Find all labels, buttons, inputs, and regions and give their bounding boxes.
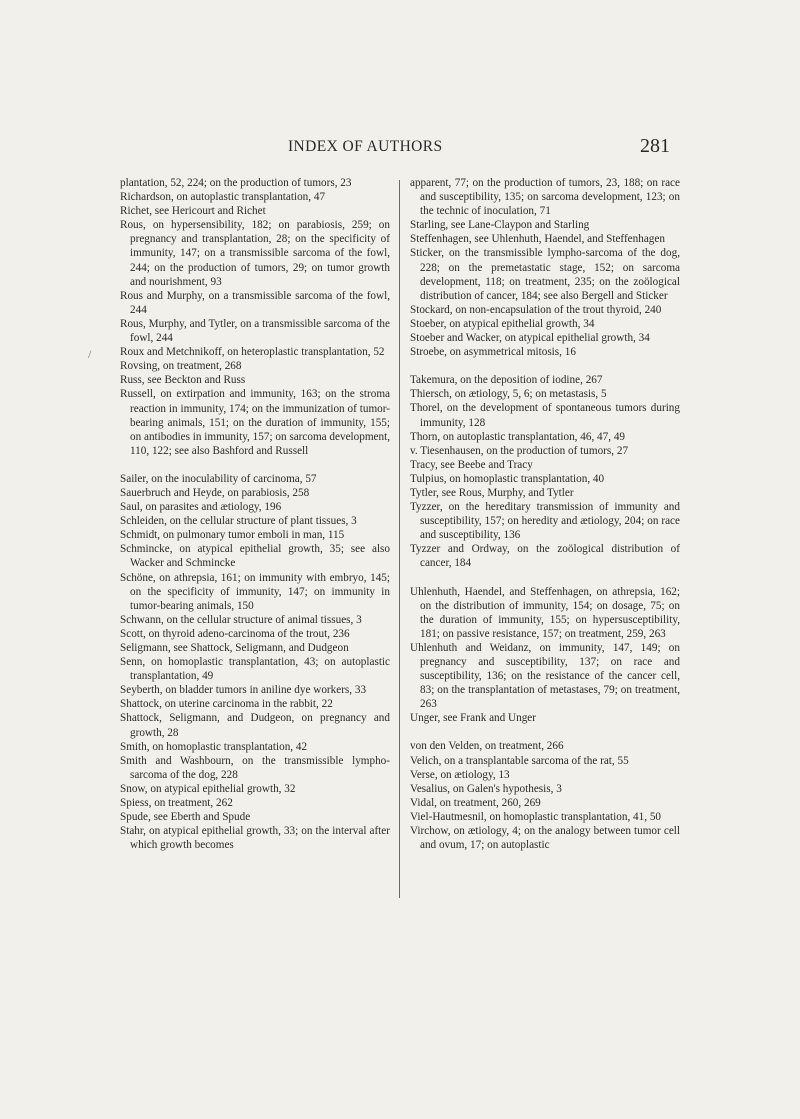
index-entry: Russell, on extirpation and immunity, 163; on the stroma reaction in immunity, 174; on the immunization of tumor-bearing animals, 151; on the duration of immunity, 155; on antibodies in immunity, 157; on sarcoma development, 110, 122; see also Bashford and Russell <box>120 388 390 457</box>
index-column-left <box>120 176 390 852</box>
column-divider <box>399 180 400 898</box>
index-entry: Virchow, on ætiology, 4; on the analogy between tumor cell and ovum, 17; on autoplastic <box>410 825 680 852</box>
index-entry: Starling, see Lane-Claypon and Starling <box>410 219 590 232</box>
index-entry: Smith and Washbourn, on the transmissible lympho-sarcoma of the dog, 228 <box>120 754 390 781</box>
index-entry: Schleiden, on the cellular structure of plant tissues, 3 <box>120 515 357 528</box>
index-entry: Sauerbruch and Heyde, on parabiosis, 258 <box>120 486 310 499</box>
index-entry: Sticker, on the transmissible lympho-sarcoma of the dog, 228; on the premetastatic stage, 152; on sarcoma development, 118; on treatment, 235; on the zoölogical distribution of cancer, 184; see also Bergell and Sticker <box>410 247 680 302</box>
index-entry: Senn, on homoplastic transplantation, 43; on autoplastic transplantation, 49 <box>120 656 390 683</box>
index-entry: Velich, on a transplantable sarcoma of the rat, 55 <box>410 754 629 767</box>
index-entry: Verse, on ætiology, 13 <box>410 768 510 781</box>
index-entry: Russ, see Beckton and Russ <box>120 374 246 387</box>
index-entry: apparent, 77; on the production of tumors, 23, 188; on race and susceptibility, 135; on sarcoma development, 123; on the technic of inoculation, 71 <box>410 177 680 218</box>
index-entry: Unger, see Frank and Unger <box>410 712 536 725</box>
index-entry: Tyzzer, on the hereditary transmission of immunity and susceptibility, 157; on heredity and ætiology, 204; on race and susceptibility, 136 <box>410 501 680 542</box>
index-column-right <box>410 176 680 852</box>
index-entry: Vesalius, on Galen's hypothesis, 3 <box>410 782 562 795</box>
index-entry: Rous, Murphy, and Tytler, on a transmissible sarcoma of the fowl, 244 <box>120 317 390 345</box>
index-entry: Tyzzer and Ordway, on the zoölogical distribution of cancer, 184 <box>410 543 680 570</box>
index-entry: Thorel, on the development of spontaneous tumors during immunity, 128 <box>410 402 680 429</box>
index-entry: Uhlenhuth and Weidanz, on immunity, 147, 149; on pregnancy and susceptibility, 137; on race and susceptibility, 136; on the resistance of the cancer cell, 83; on the transplantation of metastases, 79; on treatment, 263 <box>410 641 680 711</box>
index-entry: Stoeber, on atypical epithelial growth, 34 <box>410 317 595 330</box>
index-entry: Snow, on atypical epithelial growth, 32 <box>120 782 296 795</box>
index-entry: Schmincke, on atypical epithelial growth, 35; see also Wacker and Schmincke <box>120 543 390 570</box>
index-entry: Vidal, on treatment, 260, 269 <box>410 796 541 809</box>
index-entry: Sailer, on the inoculability of carcinoma, 57 <box>120 472 317 485</box>
index-entry: Rous, on hypersensibility, 182; on parabiosis, 259; on pregnancy and transplantation, 28; on the specificity of immunity, 147; on a transmissible sarcoma of the fowl, 244; on the production of tumors, 29; on tumor growth and nourishment, 93 <box>120 219 390 288</box>
index-entry: Stahr, on atypical epithelial growth, 33; on the interval after which growth becomes <box>120 825 390 852</box>
page-number: 281 <box>640 135 670 157</box>
index-entry: Rous and Murphy, on a transmissible sarcoma of the fowl, 244 <box>120 289 390 316</box>
index-entry: Roux and Metchnikoff, on heteroplastic transplantation, 52 <box>120 346 385 359</box>
index-entry: Seligmann, see Shattock, Seligmann, and Dudgeon <box>120 642 349 654</box>
index-entry: Schwann, on the cellular structure of animal tissues, 3 <box>120 613 362 626</box>
index-entry: Saul, on parasites and ætiology, 196 <box>120 501 282 514</box>
index-entry: Tytler, see Rous, Murphy, and Tytler <box>410 486 574 499</box>
index-entry: Tracy, see Beebe and Tracy <box>410 458 533 471</box>
index-entry: Steffenhagen, see Uhlenhuth, Haendel, and Steffenhagen <box>410 233 665 246</box>
index-entry: Spude, see Eberth and Spude <box>120 811 251 824</box>
index-entry: Takemura, on the deposition of iodine, 267 <box>410 374 603 387</box>
index-entry: Scott, on thyroid adeno-carcinoma of the trout, 236 <box>120 627 350 640</box>
running-title: INDEX OF AUTHORS <box>288 138 443 155</box>
index-entry: Richet, see Hericourt and Richet <box>120 205 266 218</box>
page-header <box>0 135 800 162</box>
index-entry: plantation, 52, 224; on the production of tumors, 23 <box>120 177 352 189</box>
index-entry: Schöne, on athrepsia, 161; on immunity with embryo, 145; on the specificity of immunity, 147; on immunity in tumor-bearing animals, 150 <box>120 571 390 612</box>
index-entry: Stoeber and Wacker, on atypical epithelial growth, 34 <box>410 332 650 345</box>
index-entry: Stroebe, on asymmetrical mitosis, 16 <box>410 346 576 359</box>
index-entry: Thorn, on autoplastic transplantation, 46, 47, 49 <box>410 430 626 443</box>
index-entry: v. Tiesenhausen, on the production of tumors, 27 <box>410 444 629 457</box>
index-entry: Uhlenhuth, Haendel, and Steffenhagen, on athrepsia, 162; on the distribution of immunity, 154; on dosage, 75; on the duration of immunity, 155; on hypersusceptibility, 181; on passive resistance, 157; on treatment, 259, 263 <box>410 585 680 640</box>
index-entry: Seyberth, on bladder tumors in aniline dye workers, 33 <box>120 684 367 697</box>
index-entry: Thiersch, on ætiology, 5, 6; on metastasis, 5 <box>410 388 607 401</box>
index-entry: Spiess, on treatment, 262 <box>120 797 233 810</box>
index-entry: Tulpius, on homoplastic transplantation, 40 <box>410 472 605 485</box>
index-entry: Shattock, on uterine carcinoma in the rabbit, 22 <box>120 698 333 711</box>
index-entry: Viel-Hautmesnil, on homoplastic transplantation, 41, 50 <box>410 810 662 823</box>
index-entry: Shattock, Seligmann, and Dudgeon, on pregnancy and growth, 28 <box>120 712 390 739</box>
margin-mark: / <box>88 347 92 361</box>
index-entry: Smith, on homoplastic transplantation, 42 <box>120 740 308 753</box>
index-entry: Richardson, on autoplastic transplantation, 47 <box>120 191 326 204</box>
index-entry: von den Velden, on treatment, 266 <box>410 740 564 753</box>
index-entry: Stockard, on non-encapsulation of the trout thyroid, 240 <box>410 303 662 316</box>
index-entry: Rovsing, on treatment, 268 <box>120 360 242 373</box>
index-entry: Schmidt, on pulmonary tumor emboli in man, 115 <box>120 529 345 542</box>
